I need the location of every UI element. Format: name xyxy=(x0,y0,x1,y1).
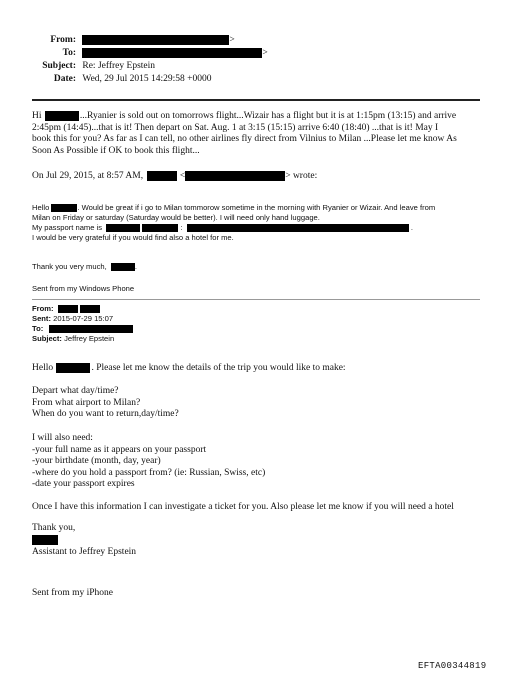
reply-hi: Hi xyxy=(32,111,42,122)
quoted-line: Milan on Friday or saturday (Saturday would be better). I will need only hand luggage. xyxy=(32,213,320,222)
original-once: Once I have this information I can investigate a ticket for you. Also please let me know if you will need a hotel xyxy=(32,502,454,512)
reply-line: Soon As Possible if OK to book this flight... xyxy=(32,145,200,156)
redaction-box xyxy=(147,171,177,181)
assistant-title: Assistant to Jeffrey Epstein xyxy=(32,546,137,557)
redaction-box xyxy=(58,305,78,313)
to-label: To: xyxy=(62,48,76,58)
original-subject-label: Subject: xyxy=(32,334,62,343)
document-id: EFTA00344819 xyxy=(418,661,487,671)
question-line: Depart what day/time? xyxy=(32,386,119,396)
quoted-thanks: Thank you very much, xyxy=(32,262,107,271)
needs-line: -your birthdate (month, day, year) xyxy=(32,456,161,466)
header-to-row xyxy=(38,47,478,59)
date-label: Date: xyxy=(53,74,76,84)
original-header xyxy=(32,304,133,344)
original-hello-rest: . Please let me know the details of the trip you would like to make: xyxy=(91,363,346,374)
iphone-signature: Sent from my iPhone xyxy=(32,588,114,598)
date-value: Wed, 29 Jul 2015 14:29:58 +0000 xyxy=(82,74,212,84)
quoted-thanks-line: Thank you very much, . xyxy=(32,262,137,271)
original-needs xyxy=(32,433,265,491)
quoted-line xyxy=(32,223,492,233)
passport-period: . xyxy=(410,223,413,232)
needs-line: -where do you hold a passport from? (ie: Russian, Swiss, etc) xyxy=(32,467,266,478)
quote-end: > wrote: xyxy=(285,171,318,182)
original-from-label: From: xyxy=(32,304,54,313)
redaction-box xyxy=(45,111,79,121)
quote-intro-line xyxy=(32,171,317,183)
redaction-box xyxy=(51,204,77,212)
reply-text: ...Ryanier is sold out on tomorrows flight...Wizair has a flight but it is at 1:15pm (13:15) and arrive xyxy=(79,111,457,122)
quoted-line: I would be very grateful if you would find also a hotel for me. xyxy=(32,233,234,242)
needs-line: -your full name as it appears on your passport xyxy=(32,444,207,455)
redaction-box xyxy=(185,171,285,181)
reply-line: book this for you? As far as I can tell, no other airlines fly direct from Vilnius to Milan ...Please let me know As xyxy=(32,134,457,145)
header-subject-row xyxy=(38,60,478,72)
quote-intro: On Jul 29, 2015, at 8:57 AM, xyxy=(32,171,144,182)
subject-value: Re: Jeffrey Epstein xyxy=(82,61,156,71)
quoted-text: . Would be great if i go to Milan tommorow sometime in the morning with Ryanier or Wizair. And leave from xyxy=(77,203,436,212)
to-suffix: > xyxy=(262,48,268,58)
original-sent-label: Sent: xyxy=(32,314,51,323)
quoted-signature: Sent from my Windows Phone xyxy=(32,284,135,293)
question-line: When do you want to return,day/time? xyxy=(32,409,179,419)
from-suffix: > xyxy=(229,35,235,45)
signature-redaction xyxy=(32,535,136,547)
redaction-box xyxy=(32,535,58,545)
redaction-box xyxy=(56,363,90,373)
redaction-box xyxy=(111,263,135,271)
original-sent-row xyxy=(32,314,133,324)
original-questions xyxy=(32,386,179,421)
needs-line: I will also need: xyxy=(32,433,93,443)
original-to-row xyxy=(32,324,133,334)
redaction-box xyxy=(82,35,229,45)
redaction-box xyxy=(187,224,409,232)
redaction-box xyxy=(80,305,100,313)
redaction-box xyxy=(49,325,133,333)
original-hello: Hello xyxy=(32,363,54,374)
passport-colon: : xyxy=(180,223,183,232)
reply-line xyxy=(32,111,492,123)
header-divider xyxy=(32,99,480,101)
needs-line: -date your passport expires xyxy=(32,479,135,489)
original-subject-value: Jeffrey Epstein xyxy=(64,334,115,343)
original-subject-row xyxy=(32,334,133,344)
header-date-row xyxy=(38,73,478,85)
redaction-box xyxy=(142,224,178,232)
from-label: From: xyxy=(50,35,76,45)
header-from-row xyxy=(38,34,478,46)
original-from-row xyxy=(32,304,133,314)
redaction-box xyxy=(82,48,262,58)
quote-lt: < xyxy=(179,171,186,182)
reply-line: 2:45pm (14:45)...that is it! Then depart on Sat. Aug. 1 at 3:15 (15:15) arrive 6:40 (18:40) ...that is it! May I xyxy=(32,122,439,133)
original-signoff xyxy=(32,523,136,558)
thank-you: Thank you, xyxy=(32,523,76,533)
question-line: From what airport to Milan? xyxy=(32,397,141,408)
original-hello-line xyxy=(32,363,346,375)
quoted-message xyxy=(32,203,492,243)
reply-body xyxy=(32,111,492,157)
subject-label: Subject: xyxy=(42,61,76,71)
original-to-label: To: xyxy=(32,324,44,333)
quoted-divider xyxy=(32,299,480,300)
quoted-hello: Hello xyxy=(32,203,50,212)
original-sent-value: 2015-07-29 15:07 xyxy=(53,314,114,323)
passport-label: My passport name is xyxy=(32,223,103,232)
redaction-box xyxy=(106,224,140,232)
quoted-line xyxy=(32,203,492,213)
email-header xyxy=(38,34,478,85)
